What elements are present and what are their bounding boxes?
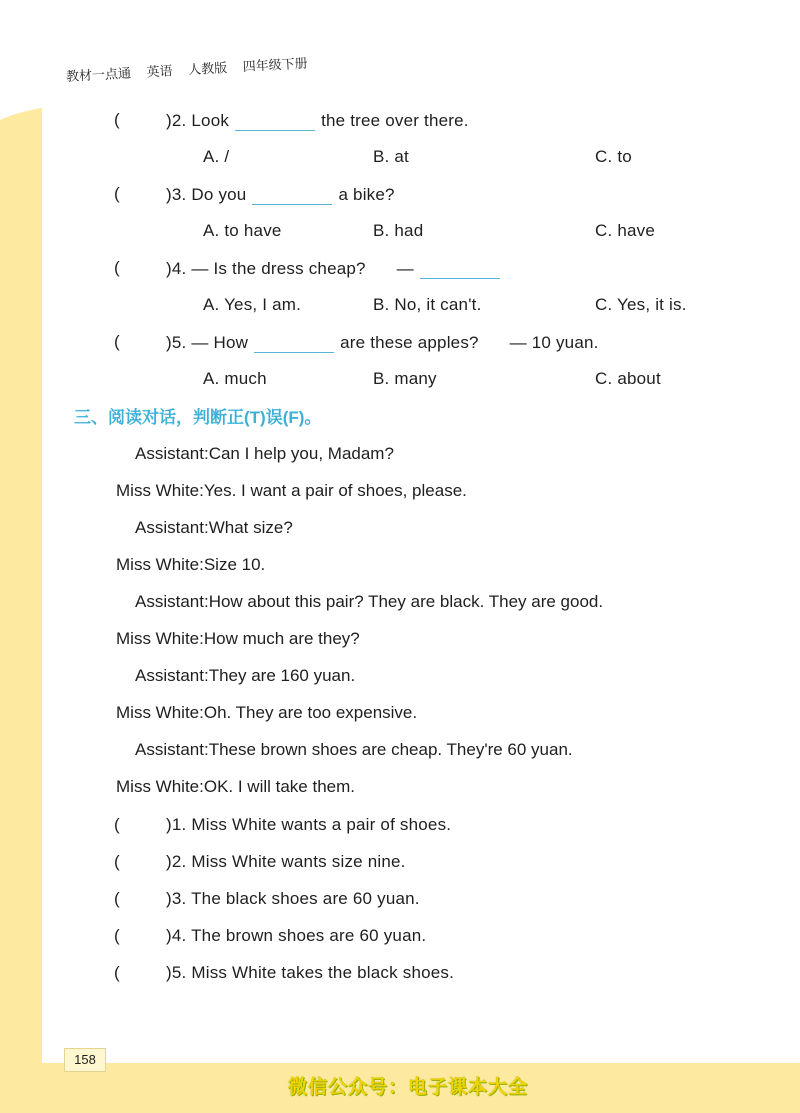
question-text-mid: —: [396, 259, 414, 278]
question-text-pre: — How: [191, 333, 249, 352]
option-b: B. No, it can't.: [373, 295, 482, 314]
dialogue-line: [135, 444, 394, 464]
dialogue-line: [135, 740, 573, 760]
answer-paren[interactable]: (: [114, 815, 120, 834]
header-subject: 英语: [146, 63, 173, 80]
header-book: 教材一点通: [65, 65, 132, 84]
speaker-label: Miss White:: [116, 555, 204, 574]
dialogue-text: How about this pair? They are black. They are good.: [208, 592, 604, 611]
answer-paren[interactable]: (: [114, 258, 120, 277]
option-c: C. have: [595, 221, 655, 240]
question-text-post: the tree over there.: [321, 111, 469, 130]
answer-paren[interactable]: (: [114, 889, 120, 908]
speaker-label: Assistant:: [135, 740, 209, 759]
question-text-pre: Look: [191, 111, 230, 130]
question-text-post: are these apples?: [340, 333, 479, 352]
dialogue-line: [135, 518, 293, 538]
tf-question: [166, 815, 451, 835]
speaker-label: Miss White:: [116, 777, 204, 796]
question-number: )4.: [166, 259, 187, 278]
option-a: A. Yes, I am.: [203, 295, 302, 314]
speaker-label: Assistant:: [135, 518, 209, 537]
dialogue-text: Oh. They are too expensive.: [203, 703, 418, 722]
option-a: A. to have: [203, 221, 282, 240]
dialogue-line: [135, 592, 603, 612]
question-text: Miss White wants size nine.: [191, 852, 406, 871]
dialogue-text: What size?: [208, 518, 293, 537]
page-frame-left: [0, 0, 42, 1113]
header-edition: 人教版: [187, 60, 228, 78]
dialogue-text: Can I help you, Madam?: [208, 444, 394, 463]
answer-blank[interactable]: [254, 332, 334, 353]
tf-question: [166, 852, 406, 872]
question-number: )3.: [166, 889, 187, 908]
dialogue-text: OK. I will take them.: [203, 777, 356, 796]
mcq-question: [166, 110, 469, 131]
dialogue-line: [116, 703, 417, 723]
mcq-question: [166, 332, 599, 353]
answer-blank[interactable]: [235, 110, 315, 131]
dialogue-text: They are 160 yuan.: [208, 666, 356, 685]
question-number: )1.: [166, 815, 187, 834]
dialogue-line: [116, 629, 360, 649]
question-text-post: a bike?: [338, 185, 395, 204]
question-text: The brown shoes are 60 yuan.: [191, 926, 427, 945]
dialogue-text: Size 10.: [203, 555, 266, 574]
question-text-pre: — Is the dress cheap?: [191, 259, 366, 278]
dialogue-line: [116, 481, 467, 501]
answer-paren[interactable]: (: [114, 110, 120, 129]
tf-question: [166, 963, 454, 983]
answer-paren[interactable]: (: [114, 926, 120, 945]
option-c: C. Yes, it is.: [595, 295, 687, 314]
question-text-pre: Do you: [191, 185, 247, 204]
dialogue-text: How much are they?: [203, 629, 360, 648]
section-title: 三、阅读对话，判断正(T)误(F)。: [74, 408, 322, 427]
question-text: The black shoes are 60 yuan.: [191, 889, 420, 908]
speaker-label: Miss White:: [116, 481, 204, 500]
page-card: [42, 98, 800, 1063]
option-a: A. much: [203, 369, 267, 388]
answer-paren[interactable]: (: [114, 852, 120, 871]
dialogue-line: [116, 555, 265, 575]
option-b: B. had: [373, 221, 424, 240]
option-b: B. many: [373, 369, 437, 388]
option-a: A. /: [203, 147, 230, 166]
answer-paren[interactable]: (: [114, 184, 120, 203]
question-number: )5.: [166, 333, 187, 352]
answer-blank[interactable]: [252, 184, 332, 205]
speaker-label: Assistant:: [135, 444, 209, 463]
dialogue-text: Yes. I want a pair of shoes, please.: [203, 481, 467, 500]
option-c: C. to: [595, 147, 632, 166]
speaker-label: Assistant:: [135, 666, 209, 685]
question-number: )5.: [166, 963, 187, 982]
question-text-tail: — 10 yuan.: [509, 333, 599, 352]
question-number: )2.: [166, 852, 187, 871]
mcq-question: [166, 258, 506, 279]
header-grade: 四年级下册: [242, 55, 309, 75]
dialogue-line: [116, 777, 355, 797]
speaker-label: Miss White:: [116, 629, 204, 648]
question-number: )4.: [166, 926, 187, 945]
footer-watermark: 微信公众号：电子课本大全: [288, 1077, 529, 1098]
question-text: Miss White wants a pair of shoes.: [191, 815, 452, 834]
speaker-label: Miss White:: [116, 703, 204, 722]
answer-paren[interactable]: (: [114, 332, 120, 351]
tf-question: [166, 889, 420, 909]
dialogue-line: [135, 666, 355, 686]
dialogue-text: These brown shoes are cheap. They're 60 yuan.: [208, 740, 573, 759]
speaker-label: Assistant:: [135, 592, 209, 611]
tf-question: [166, 926, 426, 946]
question-text: Miss White takes the black shoes.: [191, 963, 455, 982]
answer-paren[interactable]: (: [114, 963, 120, 982]
question-number: )3.: [166, 185, 187, 204]
page-number: 158: [64, 1048, 106, 1072]
question-number: )2.: [166, 111, 187, 130]
option-b: B. at: [373, 147, 409, 166]
option-c: C. about: [595, 369, 661, 388]
mcq-question: [166, 184, 395, 205]
answer-blank[interactable]: [420, 258, 500, 279]
